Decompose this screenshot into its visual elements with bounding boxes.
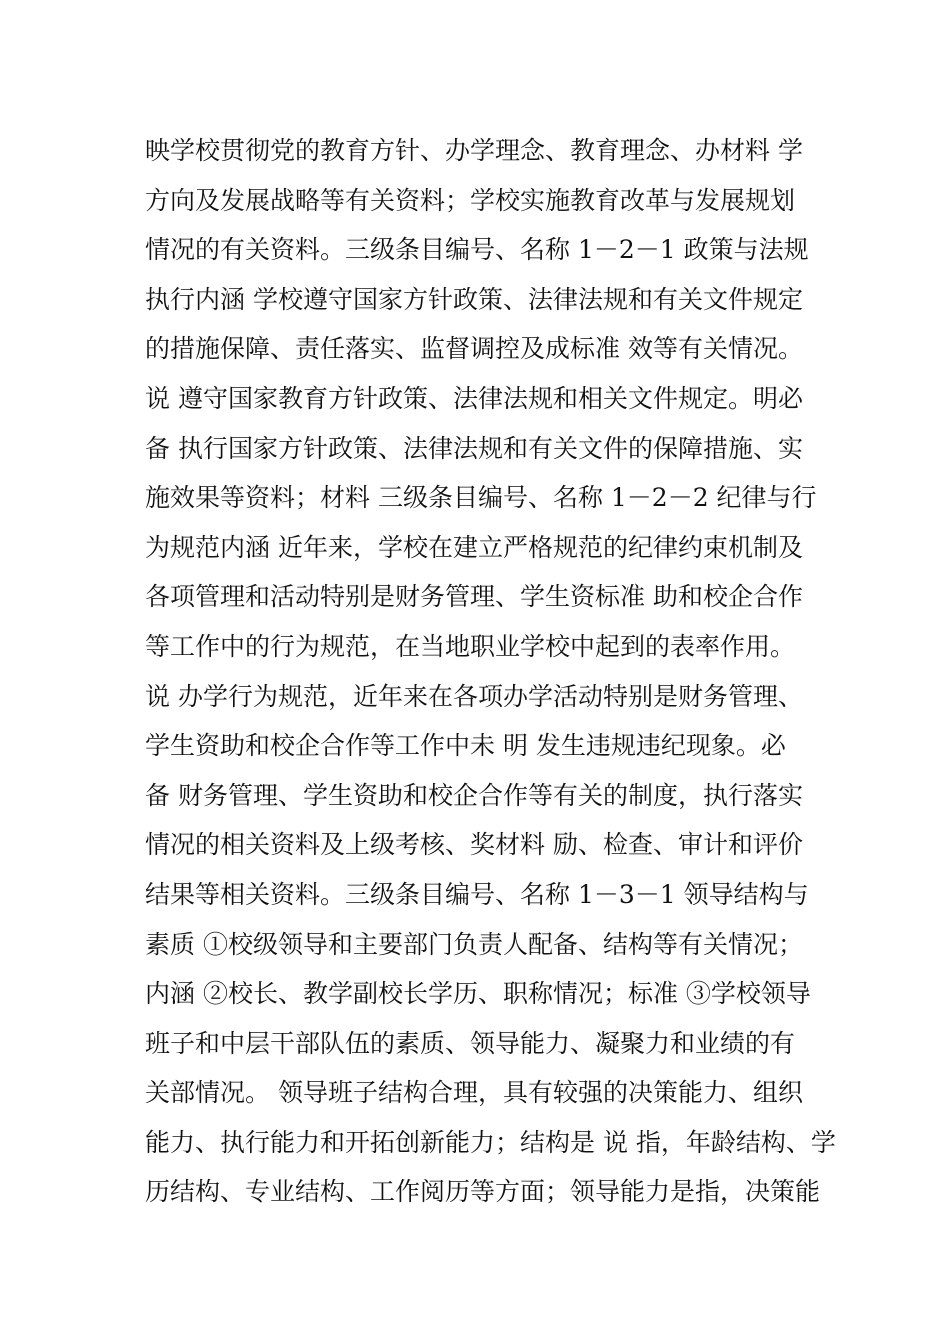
text-line: 情况的相关资料及上级考核、奖材料 励、检查、审计和评价 [145,830,803,860]
document-body [145,126,836,1217]
text-line: 素质 ①校级领导和主要部门负责人配备、结构等有关情况； [145,929,803,959]
text-line: 备 执行国家方针政策、法律法规和有关文件的保障措施、实 [145,433,803,463]
text-line: 能力、执行能力和开拓创新能力；结构是 说 指，年龄结构、学 [145,1127,836,1157]
text-line: 关部情况。 领导班子结构合理，具有较强的决策能力、组织 [145,1078,803,1108]
text-line: 说 遵守国家教育方针政策、法律法规和相关文件规定。明必 [145,383,803,413]
text-line: 执行内涵 学校遵守国家方针政策、法律法规和有关文件规定 [145,284,803,314]
text-line: 学生资助和校企合作等工作中未 明 发生违规违纪现象。必 [145,731,786,761]
text-line: 内涵 ②校长、教学副校长学历、职称情况；标准 ③学校领导 [145,979,811,1009]
text-line: 情况的有关资料。三级条目编号、名称 1－2－1 政策与法规 [145,235,809,265]
text-line: 施效果等资料；材料 三级条目编号、名称 1－2－2 纪律与行 [145,483,817,513]
text-line: 各项管理和活动特别是财务管理、学生资标准 助和校企合作 [145,582,803,612]
text-line: 映学校贯彻党的教育方针、办学理念、教育理念、办材料 学 [145,136,803,165]
text-line: 班子和中层干部队伍的素质、领导能力、凝聚力和业绩的有 [145,1028,796,1058]
text-line: 的措施保障、责任落实、监督调控及成标准 效等有关情况。 [145,334,803,364]
text-line: 等工作中的行为规范，在当地职业学校中起到的表率作用。 [145,631,796,661]
text-line: 备 财务管理、学生资助和校企合作等有关的制度，执行落实 [145,780,803,810]
text-line: 说 办学行为规范，近年来在各项办学活动特别是财务管理、 [145,681,803,711]
text-line: 为规范内涵 近年来，学校在建立严格规范的纪律约束机制及 [145,532,803,562]
text-line: 方向及发展战略等有关资料；学校实施教育改革与发展规划 [145,185,796,215]
text-line: 历结构、专业结构、工作阅历等方面；领导能力是指，决策能 [145,1177,821,1207]
text-line: 结果等相关资料。三级条目编号、名称 1－3－1 领导结构与 [145,879,809,909]
